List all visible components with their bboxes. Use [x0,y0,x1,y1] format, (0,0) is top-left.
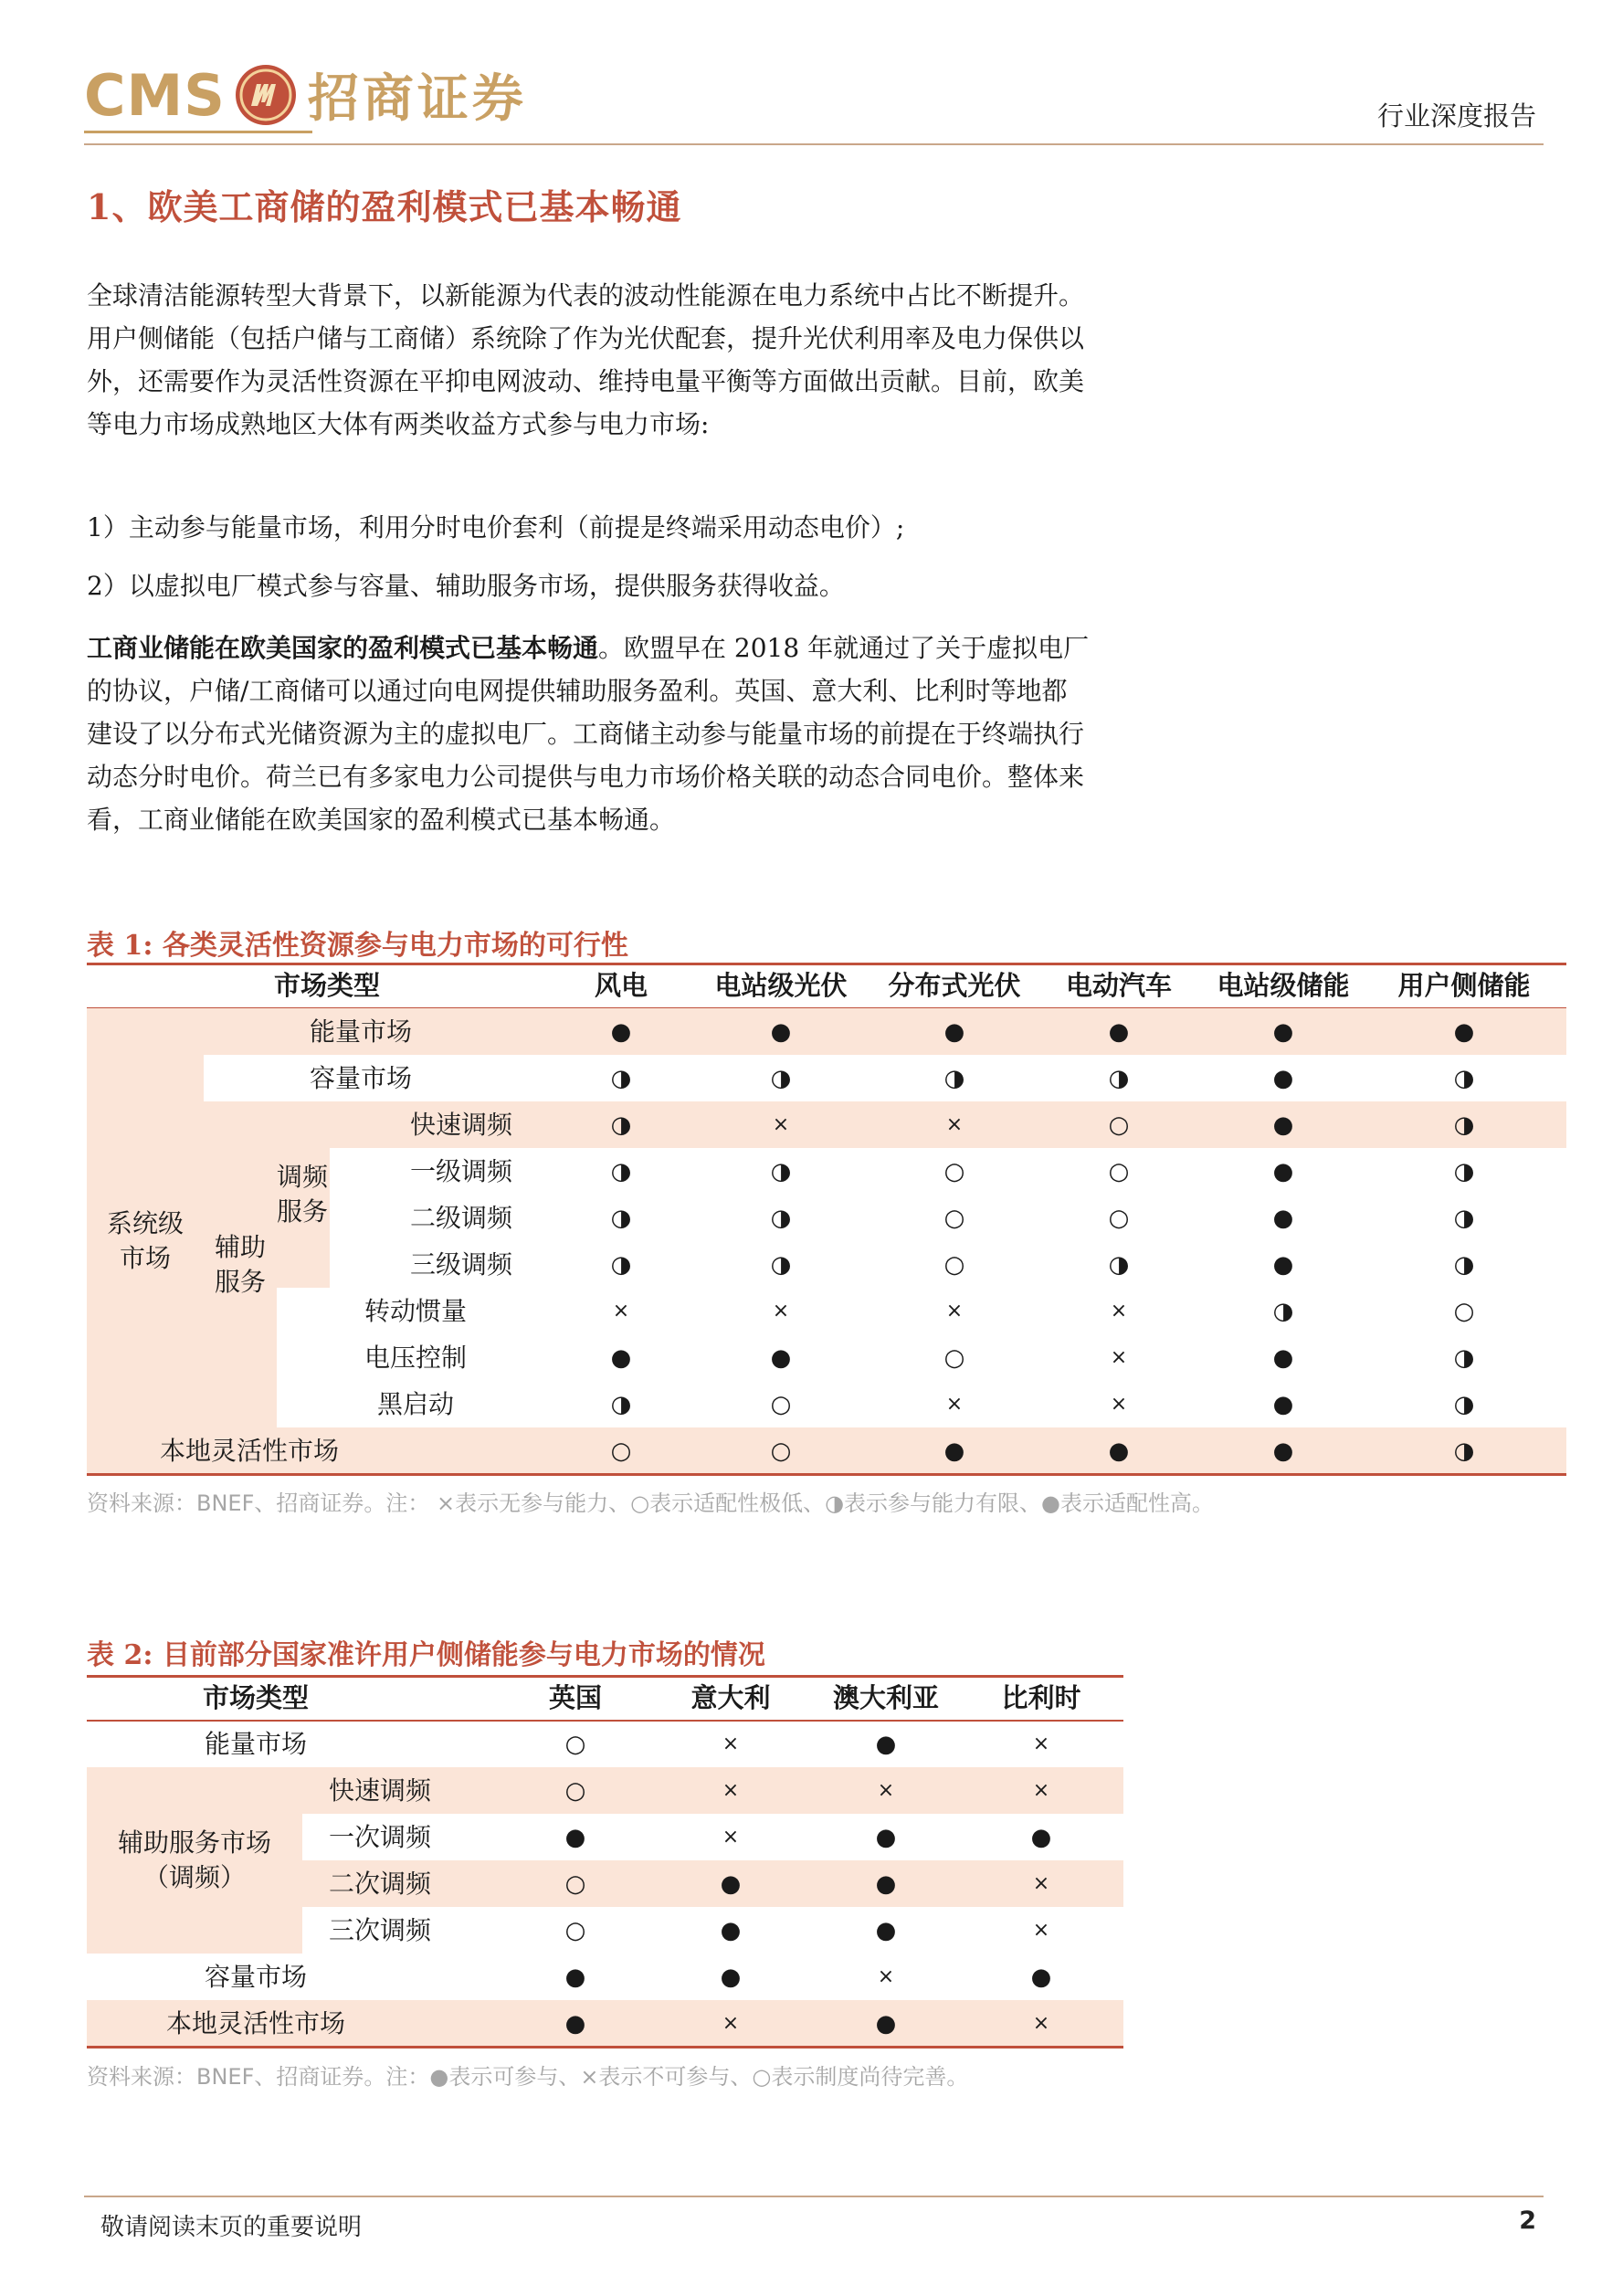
table1-row-label: 黑启动 [376,1388,454,1419]
table1-cell-symbol: ○ [943,1204,965,1232]
table1-cell-symbol: ● [943,1017,965,1046]
report-type-label: 行业深度报告 [1376,100,1536,132]
table2-cell-symbol: ● [564,1823,586,1851]
table2-cell-symbol: × [877,1964,895,1988]
table1-cell-symbol: ◑ [610,1111,632,1139]
table2-cell-symbol: ● [1030,1963,1052,1991]
table2-bottom-rule [87,2046,1123,2048]
table1-cell-symbol: ● [1272,1250,1294,1279]
table1-cell-symbol: ◑ [1108,1250,1130,1279]
table1-cell-symbol: ● [1272,1111,1294,1139]
paragraph-summary-text: 。欧盟早在 2018 年就通过了关于虚拟电厂的协议，户储/工商储可以通过向电网提供辅助服务盈利。英国、意大利、比利时等地都建设了以分布式光储资源为主的虚拟电厂。工商储主动参与能量市场的前提在于终端执行动态分时电价。荷兰已有多家电力公司提供与电力市场价格关联的动态合同电价。整体来看，工商业储能在欧美国家的盈利模式已基本畅通。 [87,633,1090,835]
table1-cell-symbol: ○ [1108,1157,1130,1185]
table1-cell-symbol: ● [610,1343,632,1372]
table1-group-freq: 调频 服务 [277,1162,329,1227]
table1-cell-symbol: ◑ [1108,1064,1130,1092]
table1-header-col: 分布式光伏 [888,970,1021,1001]
logo-text-en: CMS [84,61,226,129]
table1-cell-symbol: × [772,1299,790,1322]
table1-cell-symbol: ● [1272,1017,1294,1046]
table1-cell-symbol: × [612,1299,630,1322]
table1-cell-symbol: ◑ [1453,1437,1475,1465]
table1-cell-symbol: × [772,1112,790,1136]
table1-cell-symbol: ◑ [770,1064,792,1092]
table1-cell-symbol: ○ [1108,1111,1130,1139]
logo-emblem-icon [233,62,299,128]
table1-row-label: 二级调频 [409,1202,512,1233]
table1-cell-symbol: ◑ [610,1157,632,1185]
table2-cell-symbol: ○ [564,1869,586,1898]
table1-cell-symbol: ◑ [610,1390,632,1418]
table1-cell-symbol: ◑ [1453,1157,1475,1185]
logo-underline [84,131,312,133]
table1-cell-symbol: × [1110,1299,1128,1322]
table1-cell-symbol: ◑ [770,1157,792,1185]
table1-cell-symbol: × [1110,1392,1128,1416]
table1-header-col: 用户侧储能 [1397,970,1531,1001]
table1-cell-symbol: ◑ [610,1204,632,1232]
table2-cell-symbol: ● [875,2009,897,2038]
table1-cell-symbol: ● [1272,1157,1294,1185]
table2-row-label: 容量市场 [204,1961,307,1992]
table1-cell-symbol: ● [1272,1437,1294,1465]
table1-cell-symbol: ● [1272,1390,1294,1418]
table2-header-col: 英国 [548,1682,602,1713]
table2-cell-symbol: × [722,1825,740,1848]
footer-disclaimer: 敬请阅读末页的重要说明 [100,2214,363,2241]
table1-cell-symbol: ◑ [1453,1204,1475,1232]
paragraph-summary-lead: 工商业储能在欧美国家的盈利模式已基本畅通 [87,633,599,663]
table1-cell-symbol: ○ [1108,1204,1130,1232]
table1-row-label: 能量市场 [309,1016,412,1047]
table2-row-label: 二次调频 [328,1868,431,1899]
table1-row-label: 转动惯量 [364,1295,467,1326]
table1-cell-symbol: ◑ [1453,1064,1475,1092]
table1-cell-symbol: ◑ [770,1204,792,1232]
table2-cell-symbol: ● [1030,1823,1052,1851]
table1-cell-symbol: × [945,1112,964,1136]
table1-cell-symbol: ● [1272,1204,1294,1232]
table1-group-aux: 辅助 服务 [214,1231,266,1297]
table1-cell-symbol: ◑ [770,1250,792,1279]
table1-cell-symbol: ○ [943,1157,965,1185]
table2-cell-symbol: × [722,1732,740,1755]
table2-cell-symbol: ● [875,1823,897,1851]
table1-cell-symbol: ● [1108,1017,1130,1046]
table2-cell-symbol: × [1032,1778,1050,1802]
table1-cell-symbol: ● [1272,1343,1294,1372]
table1-cell-symbol: ● [770,1343,792,1372]
table1-header-col: 电动汽车 [1065,970,1172,1001]
table1-bottom-rule [87,1473,1566,1476]
table1-cell-symbol: ◑ [1272,1297,1294,1325]
list-item-1-text: 1）主动参与能量市场，利用分时电价套利（前提是终端采用动态电价）; [87,512,905,542]
table2-row-label: 三次调频 [328,1914,431,1945]
table2-title: 表 2: 目前部分国家准许用户侧储能参与电力市场的情况 [87,1639,765,1671]
table2-cell-symbol: × [1032,1871,1050,1895]
table2-row-label: 本地灵活性市场 [165,2007,345,2038]
table1-cell-symbol: ● [943,1437,965,1465]
table1-group-system: 系统级 市场 [106,1208,184,1273]
table2-cell-symbol: ● [875,1869,897,1898]
table2-cell-symbol: ● [720,1869,742,1898]
table1-row-label: 电压控制 [364,1342,467,1373]
list-item-2 [87,564,1091,607]
table1-header-market: 市场类型 [273,970,380,1001]
table1-row-label: 容量市场 [309,1062,412,1093]
footer-divider [84,2196,1544,2197]
table1-cell-symbol: ◑ [610,1064,632,1092]
table2-cell-symbol: ● [720,1916,742,1944]
table1-row-label: 快速调频 [409,1109,512,1140]
table1-row-label: 三级调频 [409,1248,512,1280]
table1-header-col: 电站级储能 [1217,970,1350,1001]
table2-cell-symbol: × [877,1778,895,1802]
table1-cell-symbol: ◑ [1453,1343,1475,1372]
table1-cell-symbol: × [1110,1345,1128,1369]
table2-cell-symbol: × [722,1778,740,1802]
table2-header-col: 意大利 [690,1682,771,1713]
table1-cell-symbol: ○ [770,1437,792,1465]
table2-note: 资料来源：BNEF、招商证券。注：●表示可参与、×表示不可参与、○表示制度尚待完善。 [87,2064,969,2090]
table2-cell-symbol: ○ [564,1730,586,1758]
header-divider [84,143,1544,145]
table2-row-label: 快速调频 [328,1775,431,1806]
section-title: 1、欧美工商储的盈利模式已基本畅通 [87,186,682,227]
table2-header-col: 比利时 [1001,1682,1081,1713]
table1-cell-symbol: ○ [610,1437,632,1465]
table1-row-label: 本地灵活性市场 [159,1435,339,1466]
table2-group-aux: 辅助服务市场 （调频） [117,1827,271,1892]
paragraph-intro-text: 全球清洁能源转型大背景下，以新能源为代表的波动性能源在电力系统中占比不断提升。用户侧储能（包括户储与工商储）系统除了作为光伏配套，提升光伏利用率及电力保供以外，还需要作为灵活性资源在平抑电网波动、维持电量平衡等方面做出贡献。目前，欧美等电力市场成熟地区大体有两类收益方式参与电力市场: [87,280,1085,439]
list-item-1 [87,506,1091,549]
table2-cell-symbol: × [722,2011,740,2035]
table1-cell-symbol: ◑ [1453,1390,1475,1418]
table2-header-market: 市场类型 [202,1682,309,1713]
table1-row-label: 一级调频 [409,1155,512,1186]
table1-cell-symbol: × [945,1299,964,1322]
table2-cell-symbol: × [1032,2011,1050,2035]
table1-note: 资料来源：BNEF、招商证券。注： ×表示无参与能力、○表示适配性极低、◑表示参与能力有限、●表示适配性高。 [87,1490,1214,1516]
list-item-2-text: 2）以虚拟电厂模式参与容量、辅助服务市场，提供服务获得收益。 [87,571,845,601]
table1-header-col: 风电 [594,970,648,1001]
table1 [87,963,1566,1479]
table1-cell-symbol: × [945,1392,964,1416]
table2-cell-symbol: ● [720,1963,742,1991]
table2-cell-symbol: ○ [564,1776,586,1805]
table1-cell-symbol: ● [610,1017,632,1046]
page-number: 2 [1519,2206,1536,2235]
table2-cell-symbol: ● [875,1916,897,1944]
table2-cell-symbol: × [1032,1732,1050,1755]
logo-text-cn: 招商证券 [307,69,527,129]
table1-cell-symbol: ○ [1453,1297,1475,1325]
table1-cell-symbol: ○ [770,1390,792,1418]
table1-cell-symbol: ● [1108,1437,1130,1465]
table1-cell-symbol: ● [770,1017,792,1046]
table1-cell-symbol: ○ [943,1250,965,1279]
table1-cell-symbol: ● [1453,1017,1475,1046]
table1-header-col: 电站级光伏 [714,970,848,1001]
table2-cell-symbol: ○ [564,1916,586,1944]
cms-logo [84,57,527,133]
table2-row-label: 一次调频 [328,1821,431,1852]
paragraph-intro [87,274,1091,446]
table2-row-label: 能量市场 [204,1728,307,1759]
table1-cell-symbol: ◑ [1453,1250,1475,1279]
table1-title: 表 1: 各类灵活性资源参与电力市场的可行性 [87,930,628,962]
table1-cell-symbol: ◑ [610,1250,632,1279]
paragraph-summary [87,627,1091,841]
table2-cell-symbol: ● [875,1730,897,1758]
table2-header-col: 澳大利亚 [832,1682,939,1713]
table1-cell-symbol: ◑ [943,1064,965,1092]
table1-cell-symbol: ○ [943,1343,965,1372]
table2-cell-symbol: × [1032,1918,1050,1942]
table2-cell-symbol: ● [564,2009,586,2038]
table2-cell-symbol: ● [564,1963,586,1991]
table2 [87,1675,1123,2053]
table1-cell-symbol: ◑ [1453,1111,1475,1139]
table1-cell-symbol: ● [1272,1064,1294,1092]
